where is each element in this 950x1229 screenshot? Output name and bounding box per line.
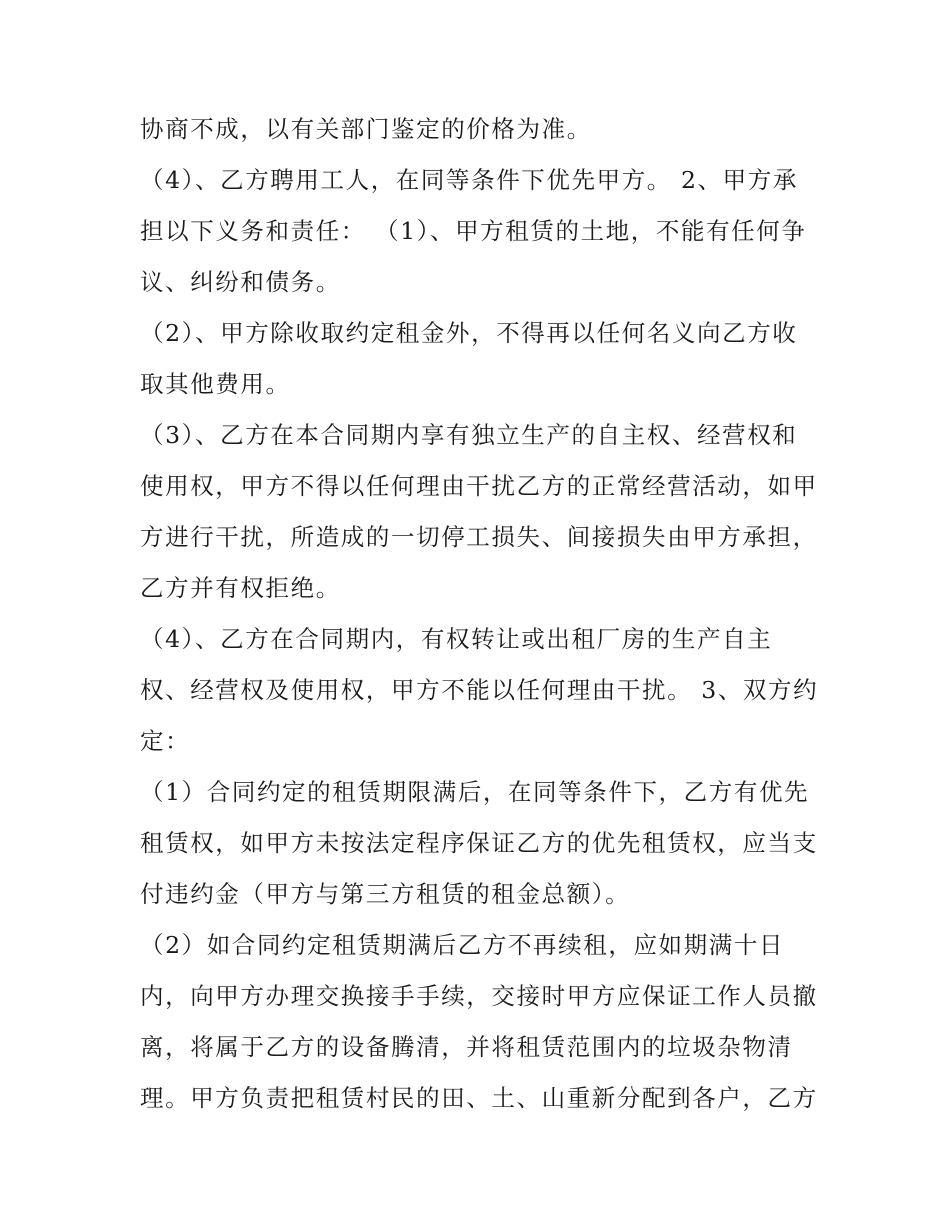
text-line: 定：: [140, 727, 191, 755]
text-line: 离，将属于乙方的设备腾清，并将租赁范围内的垃圾杂物清: [140, 1033, 793, 1061]
document-body: [140, 104, 830, 1124]
text-line: （4）、乙方聘用工人，在同等条件下优先甲方。 2、甲方承: [140, 166, 798, 194]
text-line: 租赁权，如甲方未按法定程序保证乙方的优先租赁权，应当支: [140, 829, 818, 857]
text-line: 权、经营权及使用权，甲方不能以任何理由干扰。 3、双方约: [140, 676, 819, 704]
text-line: （3）、乙方在本合同期内享有独立生产的自主权、经营权和: [140, 421, 798, 449]
text-line: 协商不成，以有关部门鉴定的价格为准。: [140, 115, 592, 143]
text-line: （2）如合同约定租赁期满后乙方不再续租，应如期满十日: [140, 931, 785, 959]
text-line: 理。甲方负责把租赁村民的田、土、山重新分配到各户，乙方: [140, 1084, 818, 1112]
text-line: 乙方并有权拒绝。: [140, 574, 341, 602]
text-line: 取其他费用。: [140, 370, 291, 398]
text-line: 担以下义务和责任： （1）、甲方租赁的土地，不能有任何争: [140, 217, 807, 245]
text-line: 内，向甲方办理交换接手手续，交接时甲方应保证工作人员撤: [140, 982, 818, 1010]
text-line: （4）、乙方在合同期内，有权转让或出租厂房的生产自主: [140, 625, 773, 653]
text-line: 使用权，甲方不得以任何理由干扰乙方的正常经营活动，如甲: [140, 472, 818, 500]
text-line: 方进行干扰，所造成的一切停工损失、间接损失由甲方承担，: [140, 523, 818, 551]
text-line: （2）、甲方除收取约定租金外，不得再以任何名义向乙方收: [140, 319, 798, 347]
text-line: 付违约金（甲方与第三方租赁的租金总额）。: [140, 880, 631, 908]
text-line: 议、纠纷和债务。: [140, 268, 341, 296]
text-line: （1）合同约定的租赁期限满后，在同等条件下，乙方有优先: [140, 778, 810, 806]
